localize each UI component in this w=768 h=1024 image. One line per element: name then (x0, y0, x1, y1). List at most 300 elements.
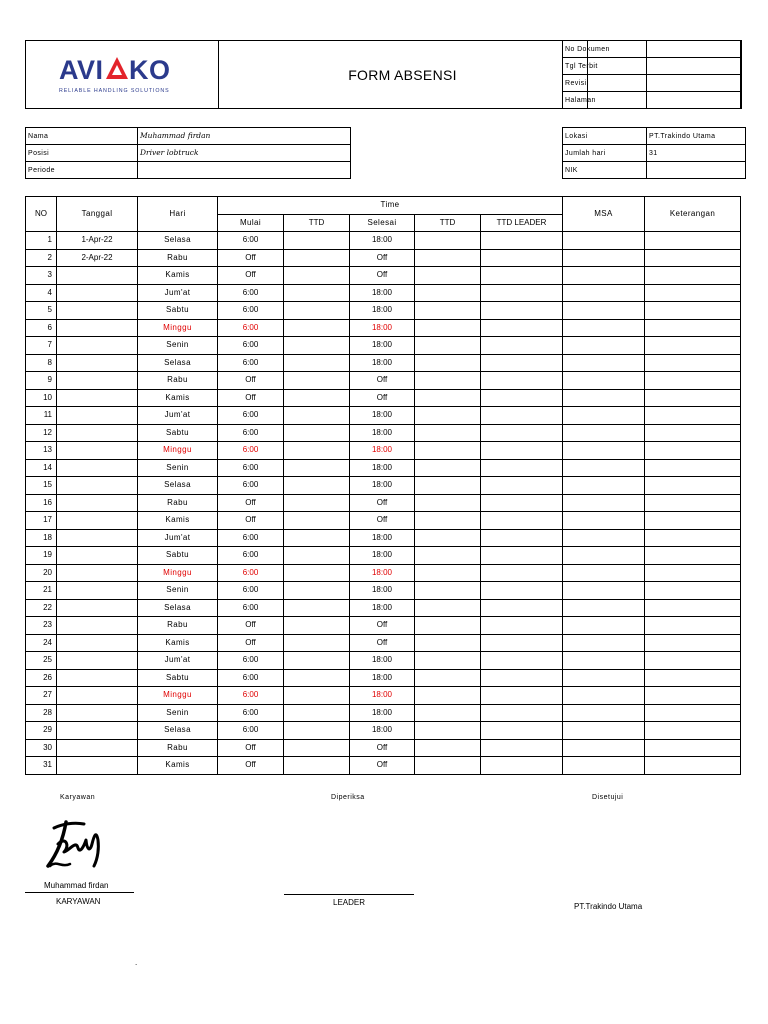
doc-field-label: Halaman (563, 92, 647, 109)
cell-ttd (284, 232, 350, 250)
cell-selesai: 18:00 (350, 669, 415, 687)
cell-ttd-leader (481, 599, 563, 617)
info-label: Posisi (26, 145, 138, 162)
cell-mulai: 6:00 (218, 302, 284, 320)
cell-msa (563, 407, 645, 425)
signature-karyawan-caption: KARYAWAN (56, 897, 101, 906)
cell-ttd (284, 617, 350, 635)
cell-msa (563, 267, 645, 285)
cell-mulai: 6:00 (218, 582, 284, 600)
cell-selesai: 18:00 (350, 459, 415, 477)
cell-ttd (284, 529, 350, 547)
cell-ttd-2 (415, 337, 481, 355)
cell-hari: Rabu (138, 372, 218, 390)
table-row (26, 617, 741, 635)
info-value-location: PT.Trakindo Utama (647, 128, 746, 145)
cell-tanggal (57, 722, 138, 740)
cell-tanggal (57, 477, 138, 495)
cell-mulai: 6:00 (218, 354, 284, 372)
cell-tanggal (57, 757, 138, 775)
cell-ttd (284, 564, 350, 582)
signature-disetujui-label: Disetujui (592, 794, 624, 801)
cell-ttd (284, 372, 350, 390)
cell-mulai: 6:00 (218, 652, 284, 670)
cell-ttd-2 (415, 267, 481, 285)
table-row (26, 687, 741, 705)
cell-mulai: Off (218, 372, 284, 390)
document-info-table (562, 40, 741, 109)
cell-ttd-leader (481, 634, 563, 652)
cell-ttd (284, 634, 350, 652)
cell-msa (563, 389, 645, 407)
cell-hari: Selasa (138, 722, 218, 740)
cell-no: 8 (26, 354, 57, 372)
table-row (26, 669, 741, 687)
cell-mulai: 6:00 (218, 547, 284, 565)
cell-msa (563, 494, 645, 512)
cell-tanggal (57, 424, 138, 442)
signature-diperiksa-label: Diperiksa (331, 794, 365, 801)
cell-ttd-leader (481, 302, 563, 320)
col-header-tanggal: Tanggal (57, 197, 138, 232)
svg-text:RELIABLE HANDLING SOLUTIONS: RELIABLE HANDLING SOLUTIONS (59, 88, 170, 94)
table-row (26, 722, 741, 740)
cell-mulai: 6:00 (218, 407, 284, 425)
employee-signature-name: Muhammad firdan (44, 881, 109, 890)
cell-ttd-leader (481, 494, 563, 512)
table-row (26, 319, 741, 337)
signature-line-leader (284, 894, 414, 895)
cell-ttd (284, 739, 350, 757)
cell-keterangan (645, 319, 741, 337)
cell-no: 6 (26, 319, 57, 337)
cell-no: 31 (26, 757, 57, 775)
cell-ttd (284, 459, 350, 477)
cell-no: 16 (26, 494, 57, 512)
cell-selesai: 18:00 (350, 722, 415, 740)
cell-selesai: Off (350, 617, 415, 635)
cell-ttd-leader (481, 267, 563, 285)
table-row (26, 302, 741, 320)
cell-msa (563, 477, 645, 495)
table-row (26, 582, 741, 600)
cell-ttd-leader (481, 442, 563, 460)
table-row (26, 512, 741, 530)
cell-ttd-2 (415, 424, 481, 442)
cell-no: 25 (26, 652, 57, 670)
cell-msa (563, 249, 645, 267)
cell-msa (563, 757, 645, 775)
cell-selesai: 18:00 (350, 319, 415, 337)
cell-keterangan (645, 354, 741, 372)
cell-ttd (284, 354, 350, 372)
table-row (26, 477, 741, 495)
cell-msa (563, 319, 645, 337)
cell-msa (563, 372, 645, 390)
cell-tanggal (57, 372, 138, 390)
cell-msa (563, 669, 645, 687)
cell-selesai: 18:00 (350, 564, 415, 582)
cell-tanggal (57, 442, 138, 460)
cell-ttd-leader (481, 669, 563, 687)
table-row (26, 424, 741, 442)
cell-no: 18 (26, 529, 57, 547)
table-row (26, 494, 741, 512)
cell-selesai: 18:00 (350, 529, 415, 547)
cell-msa (563, 354, 645, 372)
cell-hari: Kamis (138, 757, 218, 775)
table-row (26, 372, 741, 390)
cell-no: 26 (26, 669, 57, 687)
cell-no: 28 (26, 704, 57, 722)
cell-no: 24 (26, 634, 57, 652)
cell-ttd (284, 704, 350, 722)
cell-no: 11 (26, 407, 57, 425)
info-label: NIK (563, 162, 647, 179)
cell-ttd (284, 302, 350, 320)
cell-keterangan (645, 372, 741, 390)
cell-ttd-leader (481, 284, 563, 302)
cell-selesai: 18:00 (350, 354, 415, 372)
cell-selesai: Off (350, 372, 415, 390)
cell-hari: Jum'at (138, 284, 218, 302)
col-header-time: Time (218, 197, 563, 215)
cell-hari: Rabu (138, 739, 218, 757)
location-info-table (562, 127, 746, 179)
cell-keterangan (645, 582, 741, 600)
cell-ttd-leader (481, 389, 563, 407)
cell-selesai: Off (350, 389, 415, 407)
doc-field-value (646, 58, 740, 75)
info-value-name: Muhammad firdan (138, 128, 351, 145)
cell-no: 2 (26, 249, 57, 267)
info-value-position: Driver lobtruck (138, 145, 351, 162)
cell-mulai: 6:00 (218, 442, 284, 460)
doc-field-value (646, 75, 740, 92)
cell-msa (563, 424, 645, 442)
signature-company-caption: PT.Trakindo Utama (574, 902, 643, 911)
cell-no: 1 (26, 232, 57, 250)
cell-ttd-leader (481, 547, 563, 565)
cell-msa (563, 739, 645, 757)
cell-mulai: 6:00 (218, 424, 284, 442)
doc-field-label: Revisi (563, 75, 647, 92)
cell-ttd (284, 512, 350, 530)
cell-mulai: 6:00 (218, 722, 284, 740)
table-row (26, 267, 741, 285)
cell-keterangan (645, 267, 741, 285)
cell-ttd-2 (415, 407, 481, 425)
cell-hari: Kamis (138, 267, 218, 285)
cell-ttd-2 (415, 494, 481, 512)
cell-msa (563, 722, 645, 740)
cell-ttd (284, 389, 350, 407)
col-header-ttd: TTD (284, 214, 350, 232)
info-label: Lokasi (563, 128, 647, 145)
cell-keterangan (645, 389, 741, 407)
cell-tanggal (57, 669, 138, 687)
cell-selesai: 18:00 (350, 284, 415, 302)
table-row (26, 407, 741, 425)
cell-msa (563, 634, 645, 652)
cell-no: 21 (26, 582, 57, 600)
employee-signature-image (40, 810, 110, 875)
cell-selesai: 18:00 (350, 337, 415, 355)
cell-ttd-leader (481, 459, 563, 477)
cell-hari: Minggu (138, 564, 218, 582)
cell-selesai: 18:00 (350, 599, 415, 617)
cell-no: 23 (26, 617, 57, 635)
cell-ttd-2 (415, 582, 481, 600)
cell-tanggal (57, 494, 138, 512)
stray-dot: . (135, 958, 138, 967)
cell-tanggal (57, 739, 138, 757)
cell-ttd (284, 284, 350, 302)
cell-tanggal (57, 389, 138, 407)
cell-ttd (284, 687, 350, 705)
cell-msa (563, 652, 645, 670)
table-row (26, 757, 741, 775)
cell-mulai: Off (218, 494, 284, 512)
cell-selesai: 18:00 (350, 582, 415, 600)
cell-keterangan (645, 757, 741, 775)
table-row (26, 284, 741, 302)
cell-ttd-leader (481, 407, 563, 425)
cell-tanggal (57, 354, 138, 372)
cell-ttd (284, 494, 350, 512)
cell-tanggal (57, 547, 138, 565)
cell-selesai: Off (350, 634, 415, 652)
cell-ttd (284, 757, 350, 775)
cell-hari: Senin (138, 704, 218, 722)
cell-ttd-2 (415, 739, 481, 757)
cell-ttd-leader (481, 249, 563, 267)
cell-ttd-leader (481, 564, 563, 582)
cell-msa (563, 547, 645, 565)
attendance-table (25, 196, 741, 775)
cell-ttd-2 (415, 389, 481, 407)
cell-hari: Rabu (138, 617, 218, 635)
cell-selesai: Off (350, 757, 415, 775)
cell-no: 5 (26, 302, 57, 320)
employee-info-table (25, 127, 351, 179)
cell-ttd-2 (415, 687, 481, 705)
cell-tanggal (57, 529, 138, 547)
cell-ttd-leader (481, 337, 563, 355)
cell-hari: Minggu (138, 442, 218, 460)
cell-ttd-leader (481, 582, 563, 600)
cell-msa (563, 564, 645, 582)
cell-selesai: Off (350, 494, 415, 512)
cell-ttd-2 (415, 512, 481, 530)
cell-ttd-2 (415, 529, 481, 547)
cell-mulai: Off (218, 389, 284, 407)
table-row (26, 232, 741, 250)
cell-selesai: 18:00 (350, 232, 415, 250)
cell-mulai: 6:00 (218, 337, 284, 355)
cell-tanggal (57, 634, 138, 652)
info-label: Nama (26, 128, 138, 145)
cell-mulai: 6:00 (218, 284, 284, 302)
cell-no: 22 (26, 599, 57, 617)
cell-selesai: 18:00 (350, 687, 415, 705)
cell-no: 4 (26, 284, 57, 302)
cell-msa (563, 687, 645, 705)
cell-tanggal (57, 652, 138, 670)
table-row (26, 652, 741, 670)
cell-ttd-2 (415, 302, 481, 320)
cell-hari: Minggu (138, 319, 218, 337)
cell-ttd (284, 669, 350, 687)
cell-ttd-leader (481, 354, 563, 372)
cell-tanggal (57, 302, 138, 320)
cell-msa (563, 459, 645, 477)
cell-no: 27 (26, 687, 57, 705)
table-row (26, 739, 741, 757)
cell-ttd-leader (481, 529, 563, 547)
cell-selesai: Off (350, 267, 415, 285)
aviako-logo (26, 41, 218, 108)
cell-selesai: 18:00 (350, 424, 415, 442)
cell-msa (563, 284, 645, 302)
cell-hari: Rabu (138, 494, 218, 512)
cell-msa (563, 442, 645, 460)
cell-ttd (284, 442, 350, 460)
cell-ttd (284, 582, 350, 600)
cell-keterangan (645, 617, 741, 635)
cell-hari: Jum'at (138, 529, 218, 547)
cell-ttd (284, 547, 350, 565)
cell-no: 20 (26, 564, 57, 582)
cell-keterangan (645, 564, 741, 582)
cell-keterangan (645, 599, 741, 617)
cell-ttd-2 (415, 442, 481, 460)
cell-ttd-2 (415, 459, 481, 477)
signature-karyawan-label: Karyawan (60, 794, 96, 801)
cell-ttd-leader (481, 319, 563, 337)
info-label: Periode (26, 162, 138, 179)
col-header-keterangan: Keterangan (645, 197, 741, 232)
cell-selesai: 18:00 (350, 704, 415, 722)
info-value-period (138, 162, 351, 179)
cell-ttd (284, 722, 350, 740)
cell-mulai: 6:00 (218, 319, 284, 337)
cell-ttd-2 (415, 232, 481, 250)
cell-mulai: 6:00 (218, 704, 284, 722)
cell-ttd-2 (415, 372, 481, 390)
cell-ttd-2 (415, 354, 481, 372)
cell-ttd-2 (415, 477, 481, 495)
cell-hari: Selasa (138, 599, 218, 617)
signature-leader-caption: LEADER (333, 898, 366, 907)
cell-keterangan (645, 722, 741, 740)
cell-keterangan (645, 407, 741, 425)
cell-mulai: 6:00 (218, 529, 284, 547)
cell-selesai: 18:00 (350, 302, 415, 320)
cell-keterangan (645, 424, 741, 442)
cell-tanggal (57, 687, 138, 705)
cell-hari: Minggu (138, 687, 218, 705)
cell-selesai: 18:00 (350, 477, 415, 495)
col-header-ttd-leader: TTD LEADER (481, 214, 563, 232)
cell-keterangan (645, 547, 741, 565)
cell-tanggal (57, 512, 138, 530)
doc-field-label: Tgl Terbit (563, 58, 647, 75)
cell-mulai: 6:00 (218, 477, 284, 495)
cell-selesai: 18:00 (350, 547, 415, 565)
cell-ttd-leader (481, 652, 563, 670)
svg-text:AVI: AVI (59, 55, 104, 85)
table-row (26, 389, 741, 407)
cell-hari: Selasa (138, 232, 218, 250)
doc-field-label: No Dokumen (563, 41, 647, 58)
cell-ttd-leader (481, 232, 563, 250)
signature-line-karyawan (25, 892, 134, 893)
table-row (26, 704, 741, 722)
table-row (26, 599, 741, 617)
cell-tanggal (57, 599, 138, 617)
cell-ttd-leader (481, 424, 563, 442)
cell-no: 7 (26, 337, 57, 355)
doc-field-value (646, 41, 740, 58)
cell-ttd-2 (415, 704, 481, 722)
cell-msa (563, 302, 645, 320)
table-row (26, 547, 741, 565)
cell-keterangan (645, 284, 741, 302)
cell-no: 14 (26, 459, 57, 477)
cell-keterangan (645, 529, 741, 547)
cell-ttd-2 (415, 669, 481, 687)
cell-no: 3 (26, 267, 57, 285)
cell-ttd-leader (481, 512, 563, 530)
cell-msa (563, 617, 645, 635)
cell-ttd-2 (415, 564, 481, 582)
cell-keterangan (645, 442, 741, 460)
cell-ttd-leader (481, 739, 563, 757)
cell-hari: Senin (138, 459, 218, 477)
cell-keterangan (645, 652, 741, 670)
cell-ttd (284, 652, 350, 670)
cell-keterangan (645, 634, 741, 652)
info-label: Jumlah hari (563, 145, 647, 162)
cell-mulai: Off (218, 617, 284, 635)
cell-mulai: Off (218, 739, 284, 757)
cell-keterangan (645, 669, 741, 687)
cell-ttd (284, 249, 350, 267)
cell-ttd-2 (415, 652, 481, 670)
cell-keterangan (645, 232, 741, 250)
cell-ttd-leader (481, 757, 563, 775)
cell-msa (563, 529, 645, 547)
info-value-nik (647, 162, 746, 179)
cell-tanggal (57, 407, 138, 425)
cell-no: 9 (26, 372, 57, 390)
cell-selesai: Off (350, 512, 415, 530)
cell-selesai: 18:00 (350, 407, 415, 425)
table-row (26, 249, 741, 267)
info-value-days: 31 (647, 145, 746, 162)
cell-hari: Selasa (138, 354, 218, 372)
cell-ttd-2 (415, 634, 481, 652)
cell-tanggal (57, 267, 138, 285)
cell-selesai: 18:00 (350, 652, 415, 670)
cell-msa (563, 512, 645, 530)
cell-hari: Jum'at (138, 652, 218, 670)
cell-selesai: Off (350, 249, 415, 267)
cell-hari: Sabtu (138, 302, 218, 320)
cell-ttd-leader (481, 372, 563, 390)
cell-ttd (284, 407, 350, 425)
